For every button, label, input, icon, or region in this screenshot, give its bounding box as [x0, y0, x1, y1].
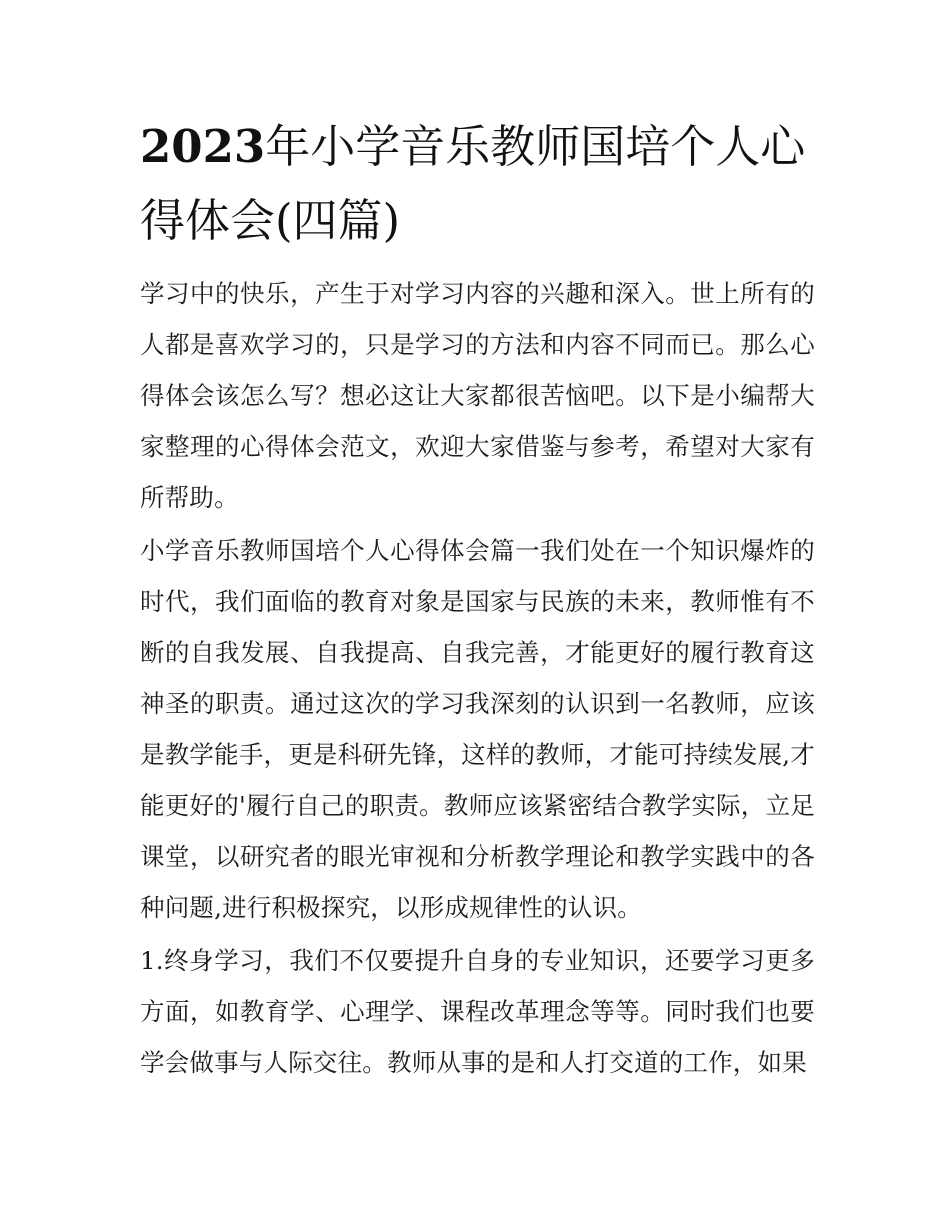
body-paragraph-2: 1.终身学习，我们不仅要提升自身的专业知识，还要学习更多方面，如教育学、心理学、课程改革理念等等。同时我们也要学会做事与人际交往。教师从事的是和人打交道的工作，如果	[140, 946, 815, 1077]
body-paragraph-1: 小学音乐教师国培个人心得体会篇一我们处在一个知识爆炸的时代，我们面临的教育对象是国家与民族的未来，教师惟有不断的自我发展、自我提高、自我完善，才能更好的履行教育这神圣的职责。通过这次的学习我深刻的认识到一名教师，应该是教学能手，更是科研先锋，这样的教师，才能可持续发展,才能更好的'履行自己的职责。教师应该紧密结合教学实际，立足课堂，以研究者的眼光审视和分析教学理论和教学实践中的各种问题,进行积极探究，以形成规律性的认识。	[140, 536, 815, 922]
document-title	[140, 110, 815, 258]
intro-paragraph: 学习中的快乐，产生于对学习内容的兴趣和深入。世上所有的人都是喜欢学习的，只是学习的方法和内容不同而已。那么心得体会该怎么写？想必这让大家都很苦恼吧。以下是小编帮大家整理的心得体会范文，欢迎大家借鉴与参考，希望对大家有所帮助。	[140, 279, 815, 512]
title-text: 年小学音乐教师国培个人心得体会(四篇)	[140, 120, 806, 247]
document-body	[140, 110, 815, 1088]
title-year: 2023	[140, 120, 266, 173]
